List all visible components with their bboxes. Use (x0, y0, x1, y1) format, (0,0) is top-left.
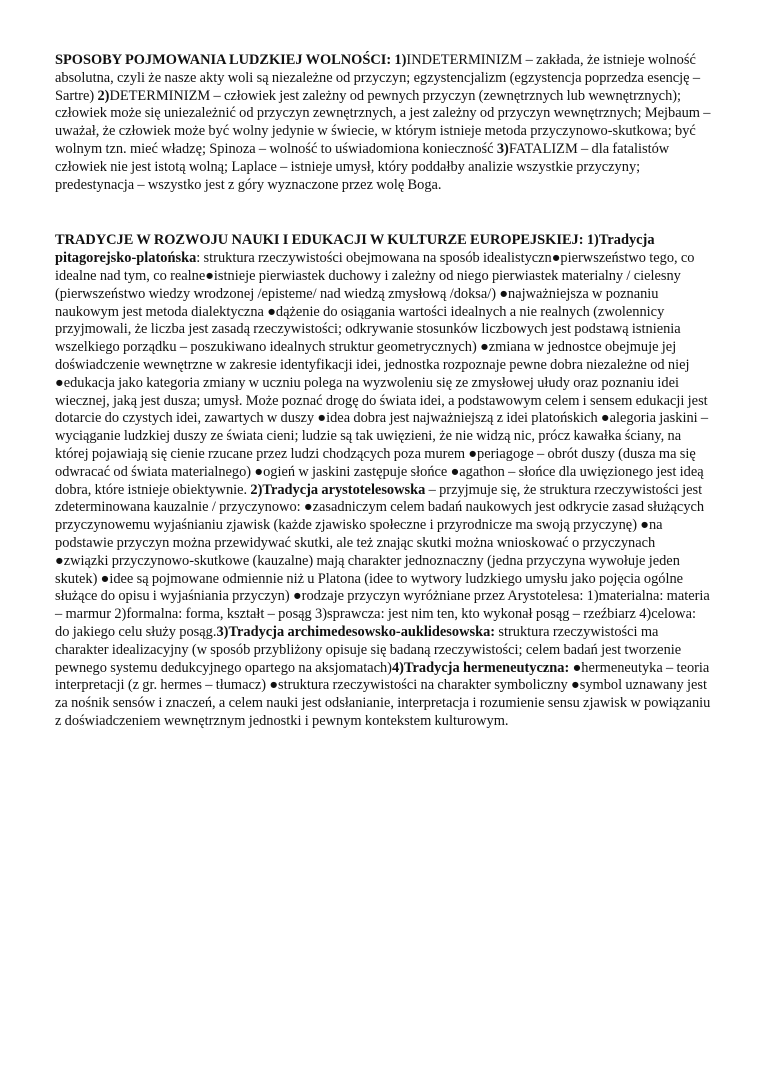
paragraph-science-traditions (55, 232, 711, 730)
heading-freedom-concepts: SPOSOBY POJMOWANIA LUDZKIEJ WOLNOŚCI: 1) (55, 52, 407, 68)
number-2: 2) (97, 87, 110, 104)
text-pythagorean-platonic: : struktura rzeczywistości obejmowana na sposób idealistyczn●pierwszeństwo tego, co idealne nad tym, co realne●istnieje pierwiastek duchowy i zależny od niego pierwiastek materialny / cielesny (pierwszeństwo wiedzy wrodzonej /episteme/ nad wiedzą zmysłową /doksa/) ●najważniejsza w poznaniu naukowym jest metoda dialektyczna ●dążenie do osiągania wartości idealnych a nie realnych (zwolennicy przyjmowali, że liczba jest zasadą rzeczywistości; odkrywanie stosunków liczbowych jest podstawą istnienia wszelkiego porządku – poszukiwano idealnych struktur geometrycznych) ●zmiana w jednostce obejmuje jej doświadczenie wewnętrzne w zakresie identyfikacji idei, jednostka rozpoznaje pewne dobra niezależne od niej ●edukacja jako kategoria zmiany w uczniu polega na wyzwoleniu się ze zmysłowej ułudy oraz poznaniu idei wiecznej, jaką jest dusza; umysł. Może poznać drogę do świata idei, a podstawowym celem i sensem edukacji jest dotarcie do czystych idei, zawartych w duszy ●idea dobra jest najważniejszą z idei platońskich ●alegoria jaskini – wyciąganie ludzkiej duszy ze świata cieni; ludzie są tak uwięzieni, że nie widzą nic, prócz kawałka ściany, na której pojawiają się cienie rzucane przez ludzi chodzących poza murem ●periagoge – obrót duszy (dusza ma się odwracać od świata materialnego) ●ogień w jaskini zastępuje słońce ●agathon – słońce dla uwięzionego jest ideą dobra, które istnieje obiektywnie. (55, 250, 709, 498)
text-aristotelian: – przyjmuje się, że struktura rzeczywistości jest zdeterminowana kauzalnie / przyczynowo: ●zasadniczym celem badań naukowych jest odkrycie zasad służących przyczynowemu wyjaśnianiu zjawisk (każde zjawisko społeczne i przyrodnicze ma swoją przyczynę) ●na podstawie przyczyn można przewidywać skutki, ale też znając skutki można wnioskować o przyczynach ●związki przyczynowo-skutkowe (kauzalne) mają charakter jednoznaczny (jedna przyczyna wywołuje jeden skutek) ●idee są pojmowane odmiennie niż u Platona (idee to wytwory ludzkiego umysłu jako pojęcia ogólne służące do opisu i wyjaśniania przyczyn) ●rodzaje przyczyn wyróżniane przez Arystotelesa: 1)materialna: materia – marmur 2)formalna: forma, kształt – posąg 3)sprawcza: jest nim ten, kto wykonał posąg – rzeźbiarz 4)celowa: do jakiego celu służy posąg. (55, 481, 710, 640)
number-3: 3) (496, 140, 509, 157)
document-page (55, 52, 711, 731)
text-archimedean-euclidean: struktura rzeczywistości ma charakter idealizacyjny (w sposób przybliżony opisuje się badaną rzeczywistości; celem badań jest tworzenie pewnego systemu dedukcyjnego opartego na aksjomatach) (55, 623, 682, 676)
paragraph-freedom-concepts (55, 52, 711, 194)
text-indeterminism: INDETERMINIZM – zakłada, że istnieje wolność absolutna, czyli że nasze akty woli są niezależne od przyczyn; egzystencjalizm (egzystencja poprzedza esencję – Sartre) (55, 52, 701, 104)
text-fatalism: FATALIZM – dla fatalistów człowiek nie jest istotą wolną; Laplace – istnieje umysł, który poddałby analizie wszystkie przyczyny; predestynacja – wszystko jest z góry wyznaczone przez wolę Boga. (55, 140, 670, 193)
heading-hermeneutic: 4)Tradycja hermeneutyczna: (391, 659, 570, 676)
heading-aristotelian: 2)Tradycja arystotelesowska (250, 481, 426, 498)
text-determinism: DETERMINIZM – człowiek jest zależny od pewnych przyczyn (zewnętrznych lub wewnętrznych); człowiek może się uniezależnić od przyczyn zewnętrznych, a jest zależny od przyczyn wewnętrznych; Mejbaum – uważał, że człowiek może być wolny jedynie w świecie, w którym istnieje metoda przyczynowo-skutkowa; być wolnym tzn. mieć władzę; Spinoza – wolność to uświadomiona konieczność (55, 87, 711, 157)
heading-archimedean-euclidean: 3)Tradycja archimedesowsko-auklidesowska: (216, 623, 496, 640)
heading-science-traditions: TRADYCJE W ROZWOJU NAUKI I EDUKACJI W KULTURZE EUROPEJSKIEJ: 1)Tradycja pitagorejsko-platońska (55, 232, 655, 267)
text-hermeneutic: ●hermeneutyka – teoria interpretacji (z gr. hermes – tłumacz) ●struktura rzeczywistości na charakter symboliczny ●symbol uznawany jest za nośnik sensów i znaczeń, a celem nauki jest odsłanianie, interpretacja i rozumienie sensu zjawisk w powiązaniu z doświadczeniem wewnętrznym jednostki i pewnym kontekstem kulturowym. (55, 659, 711, 729)
